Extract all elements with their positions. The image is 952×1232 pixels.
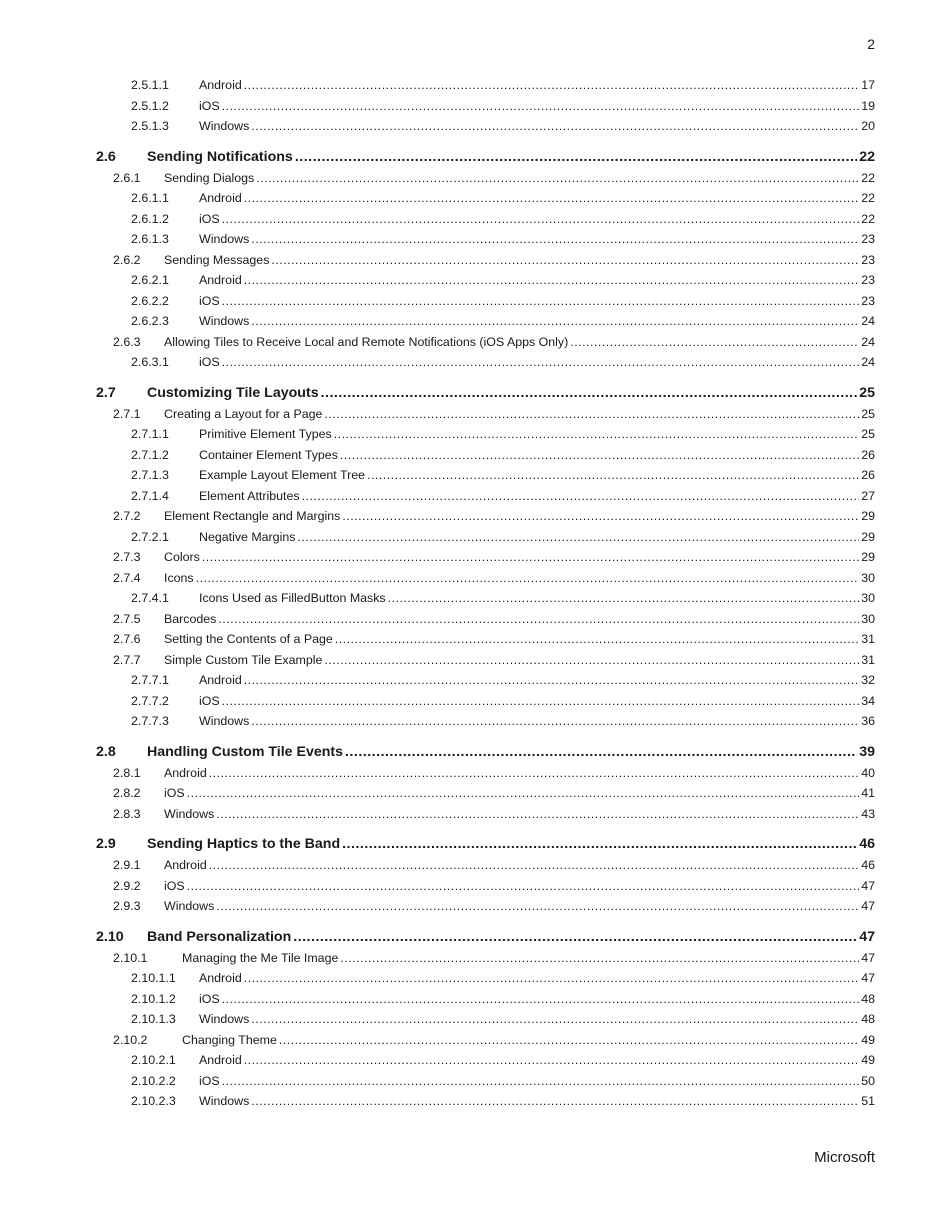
table-of-contents	[96, 75, 875, 1112]
toc-entry[interactable]	[96, 968, 875, 989]
toc-entry[interactable]	[96, 989, 875, 1010]
toc-entry-number: 2.9.3	[113, 899, 141, 913]
toc-entry-title: Sending Haptics to the Band	[147, 836, 341, 852]
toc-entry[interactable]	[96, 332, 875, 353]
toc-entry[interactable]	[96, 404, 875, 425]
toc-entry[interactable]	[96, 763, 875, 784]
dot-leader	[293, 926, 857, 948]
toc-entry-title: iOS	[199, 693, 220, 708]
dot-leader	[340, 948, 859, 969]
dot-leader	[196, 568, 860, 589]
toc-entry-page: 43	[861, 806, 875, 821]
dot-leader	[256, 168, 859, 189]
toc-entry[interactable]	[96, 352, 875, 373]
toc-entry-title: iOS	[199, 293, 220, 308]
dot-leader	[570, 332, 859, 353]
dot-leader	[244, 670, 859, 691]
dot-leader	[251, 116, 859, 137]
toc-entry-number: 2.8.1	[113, 765, 141, 780]
toc-entry-number: 2.6.1.1	[131, 191, 169, 205]
toc-entry[interactable]	[96, 291, 875, 312]
toc-entry-number: 2.7.1	[113, 406, 141, 421]
toc-entry[interactable]	[96, 588, 875, 609]
toc-entry[interactable]	[96, 116, 875, 137]
toc-entry[interactable]	[96, 650, 875, 671]
dot-leader	[342, 833, 857, 855]
toc-entry-number: 2.7.7.1	[131, 673, 169, 687]
toc-entry-number: 2.10	[96, 928, 124, 945]
toc-entry-title: Element Rectangle and Margins	[164, 509, 341, 523]
toc-entry-title: Sending Dialogs	[164, 170, 255, 185]
toc-entry-title: Android	[199, 273, 242, 287]
toc-entry[interactable]	[96, 168, 875, 189]
toc-entry-title: Windows	[199, 1012, 250, 1026]
toc-entry-number: 2.7.5	[113, 611, 141, 626]
toc-entry-number: 2.10.2.2	[131, 1073, 176, 1088]
toc-entry[interactable]	[96, 250, 875, 271]
toc-entry-title: Windows	[199, 1094, 250, 1108]
toc-entry-page: 22	[861, 191, 875, 205]
toc-entry-title: Android	[199, 971, 242, 985]
dot-leader	[251, 1009, 859, 1030]
dot-leader	[321, 382, 858, 404]
toc-entry-title: Changing Theme	[182, 1032, 277, 1047]
toc-entry-page: 25	[861, 427, 875, 441]
toc-entry[interactable]	[96, 311, 875, 332]
dot-leader	[244, 1050, 859, 1071]
toc-entry-page: 47	[861, 878, 875, 893]
toc-entry-page: 23	[861, 293, 875, 308]
dot-leader	[222, 1071, 860, 1092]
dot-leader	[297, 527, 859, 548]
toc-entry-title: Android	[164, 765, 207, 780]
dot-leader	[202, 547, 859, 568]
dot-leader	[251, 311, 859, 332]
toc-entry[interactable]	[96, 188, 875, 209]
toc-entry[interactable]	[96, 486, 875, 507]
toc-entry[interactable]	[96, 1050, 875, 1071]
toc-entry-number: 2.9	[96, 836, 116, 852]
toc-entry-title: iOS	[199, 991, 220, 1006]
toc-entry-number: 2.6	[96, 148, 116, 165]
toc-entry-title: iOS	[199, 98, 220, 113]
toc-entry-title: Negative Margins	[199, 529, 296, 544]
toc-entry-page: 24	[861, 314, 875, 328]
toc-entry-title: Barcodes	[164, 611, 217, 626]
dot-leader	[251, 711, 859, 732]
toc-entry-number: 2.6.3	[113, 334, 141, 349]
toc-entry-title: Creating a Layout for a Page	[164, 406, 323, 421]
toc-entry-page: 34	[861, 693, 875, 708]
toc-entry-number: 2.8.3	[113, 806, 141, 821]
toc-entry[interactable]	[96, 926, 875, 948]
toc-entry[interactable]	[96, 209, 875, 230]
dot-leader	[367, 465, 859, 486]
toc-entry-title: Allowing Tiles to Receive Local and Remote Notifications (iOS Apps Only)	[164, 334, 569, 349]
dot-leader	[335, 629, 859, 650]
toc-entry-number: 2.7.1.3	[131, 468, 169, 482]
toc-entry[interactable]	[96, 96, 875, 117]
toc-entry[interactable]	[96, 741, 875, 763]
toc-entry-title: Customizing Tile Layouts	[147, 384, 319, 401]
toc-entry-title: Icons	[164, 570, 194, 585]
toc-entry[interactable]	[96, 876, 875, 897]
dot-leader	[216, 804, 859, 825]
toc-entry-page: 20	[861, 119, 875, 133]
toc-entry-title: Colors	[164, 550, 200, 564]
dot-leader	[244, 75, 859, 96]
toc-entry-page: 36	[861, 714, 875, 728]
dot-leader	[222, 352, 860, 373]
toc-entry[interactable]	[96, 75, 875, 96]
toc-entry-number: 2.6.1	[113, 170, 141, 185]
toc-entry-page: 29	[861, 550, 875, 564]
dot-leader	[244, 270, 859, 291]
toc-entry[interactable]	[96, 547, 875, 568]
toc-entry-number: 2.10.1.3	[131, 1012, 176, 1026]
toc-entry-number: 2.7.7	[113, 652, 141, 667]
dot-leader	[388, 588, 860, 609]
toc-entry-title: Band Personalization	[147, 928, 292, 945]
toc-entry-page: 24	[861, 334, 875, 349]
dot-leader	[271, 250, 859, 271]
toc-entry-page: 24	[861, 355, 875, 369]
toc-entry-title: Windows	[199, 314, 250, 328]
dot-leader	[209, 855, 859, 876]
dot-leader	[279, 1030, 859, 1051]
toc-entry-title: Android	[199, 673, 242, 687]
toc-entry-page: 17	[861, 78, 875, 92]
toc-entry-page: 32	[861, 673, 875, 687]
toc-entry-page: 51	[861, 1094, 875, 1108]
toc-entry-page: 23	[861, 232, 875, 246]
toc-entry-number: 2.5.1.2	[131, 98, 169, 113]
dot-leader	[251, 1091, 859, 1112]
dot-leader	[345, 741, 857, 763]
toc-entry-number: 2.8.2	[113, 786, 141, 800]
toc-entry[interactable]	[96, 783, 875, 804]
toc-entry-title: Windows	[164, 899, 215, 913]
toc-entry[interactable]	[96, 855, 875, 876]
dot-leader	[209, 763, 859, 784]
toc-entry-page: 49	[861, 1053, 875, 1067]
dot-leader	[216, 896, 859, 917]
toc-entry-page: 25	[861, 406, 875, 421]
toc-entry-page: 47	[861, 971, 875, 985]
toc-entry-page: 47	[861, 950, 875, 965]
toc-entry-page: 31	[861, 652, 875, 667]
toc-entry[interactable]	[96, 804, 875, 825]
toc-entry[interactable]	[96, 424, 875, 445]
toc-entry-number: 2.6.3.1	[131, 355, 169, 369]
dot-leader	[187, 783, 860, 804]
dot-leader	[340, 445, 859, 466]
toc-entry-number: 2.7.7.3	[131, 714, 169, 728]
dot-leader	[187, 876, 860, 897]
toc-entry[interactable]	[96, 229, 875, 250]
toc-entry-number: 2.10.2.3	[131, 1094, 176, 1108]
toc-entry[interactable]	[96, 568, 875, 589]
dot-leader	[244, 188, 859, 209]
dot-leader	[342, 506, 859, 527]
toc-entry-title: Sending Messages	[164, 252, 270, 267]
toc-entry[interactable]	[96, 896, 875, 917]
toc-entry-page: 29	[861, 509, 875, 523]
page-number: 2	[867, 36, 875, 52]
toc-entry-title: Primitive Element Types	[199, 427, 332, 441]
toc-entry-page: 46	[861, 858, 875, 872]
toc-entry-number: 2.7	[96, 384, 116, 401]
toc-entry-number: 2.7.2.1	[131, 529, 169, 544]
toc-entry[interactable]	[96, 270, 875, 291]
toc-entry-page: 27	[861, 488, 875, 503]
toc-entry-title: Sending Notifications	[147, 148, 293, 165]
toc-entry-number: 2.10.2.1	[131, 1053, 176, 1067]
toc-entry[interactable]	[96, 1091, 875, 1112]
toc-entry-number: 2.6.1.3	[131, 232, 169, 246]
toc-entry[interactable]	[96, 948, 875, 969]
toc-entry-title: iOS	[199, 211, 220, 226]
toc-entry-number: 2.7.7.2	[131, 693, 169, 708]
toc-entry-number: 2.7.2	[113, 509, 141, 523]
toc-entry[interactable]	[96, 629, 875, 650]
toc-entry-number: 2.7.4	[113, 570, 141, 585]
toc-entry-page: 47	[859, 928, 875, 945]
toc-entry-page: 48	[861, 1012, 875, 1026]
dot-leader	[295, 146, 857, 168]
toc-entry-title: Windows	[164, 806, 215, 821]
toc-entry-page: 25	[859, 384, 875, 401]
toc-entry-page: 26	[861, 447, 875, 462]
toc-entry-page: 48	[861, 991, 875, 1006]
dot-leader	[244, 968, 859, 989]
toc-entry-number: 2.6.1.2	[131, 211, 169, 226]
toc-entry-title: Element Attributes	[199, 488, 300, 503]
toc-entry-page: 46	[859, 836, 875, 852]
toc-entry-page: 22	[859, 148, 875, 165]
toc-entry-number: 2.7.1.1	[131, 427, 169, 441]
toc-entry-number: 2.6.2.3	[131, 314, 169, 328]
toc-entry[interactable]	[96, 833, 875, 855]
toc-entry-page: 23	[861, 273, 875, 287]
dot-leader	[222, 691, 860, 712]
toc-entry-title: iOS	[199, 355, 220, 369]
toc-entry-title: Android	[199, 191, 242, 205]
toc-entry-number: 2.8	[96, 743, 116, 760]
toc-entry[interactable]	[96, 670, 875, 691]
toc-entry-title: Windows	[199, 714, 250, 728]
toc-entry-title: Android	[164, 858, 207, 872]
toc-entry-number: 2.7.1.2	[131, 447, 169, 462]
dot-leader	[251, 229, 859, 250]
toc-entry-number: 2.10.2	[113, 1032, 148, 1047]
toc-entry-title: Windows	[199, 119, 250, 133]
toc-entry-number: 2.10.1.2	[131, 991, 176, 1006]
toc-entry-title: Windows	[199, 232, 250, 246]
dot-leader	[324, 404, 859, 425]
dot-leader	[324, 650, 859, 671]
toc-entry-title: iOS	[164, 878, 185, 893]
toc-entry-title: Example Layout Element Tree	[199, 468, 365, 482]
toc-entry-title: Android	[199, 1053, 242, 1067]
toc-entry-page: 29	[861, 529, 875, 544]
toc-entry-title: Icons Used as FilledButton Masks	[199, 591, 386, 605]
toc-entry-page: 30	[861, 591, 875, 605]
toc-entry-title: Setting the Contents of a Page	[164, 632, 333, 646]
toc-entry-page: 26	[861, 468, 875, 482]
toc-entry-page: 31	[861, 632, 875, 646]
toc-entry-number: 2.6.2.1	[131, 273, 169, 287]
toc-entry-page: 50	[861, 1073, 875, 1088]
dot-leader	[222, 209, 860, 230]
toc-entry-page: 22	[861, 211, 875, 226]
toc-entry-title: Android	[199, 78, 242, 92]
toc-entry[interactable]	[96, 506, 875, 527]
toc-entry-page: 40	[861, 765, 875, 780]
toc-entry[interactable]	[96, 1009, 875, 1030]
toc-entry-number: 2.10.1	[113, 950, 148, 965]
dot-leader	[302, 486, 860, 507]
toc-entry-number: 2.10.1.1	[131, 971, 176, 985]
toc-entry[interactable]	[96, 382, 875, 404]
toc-entry-page: 23	[861, 252, 875, 267]
toc-entry-title: iOS	[164, 786, 185, 800]
toc-entry-number: 2.7.6	[113, 632, 141, 646]
toc-entry-page: 19	[861, 98, 875, 113]
toc-entry[interactable]	[96, 1030, 875, 1051]
toc-entry-page: 30	[861, 570, 875, 585]
toc-entry-page: 49	[861, 1032, 875, 1047]
toc-entry[interactable]	[96, 1071, 875, 1092]
toc-entry-number: 2.6.2.2	[131, 293, 169, 308]
toc-entry[interactable]	[96, 609, 875, 630]
toc-entry[interactable]	[96, 711, 875, 732]
toc-entry-page: 47	[861, 899, 875, 913]
toc-entry[interactable]	[96, 527, 875, 548]
toc-entry[interactable]	[96, 146, 875, 168]
dot-leader	[222, 989, 860, 1010]
dot-leader	[334, 424, 860, 445]
toc-entry-number: 2.7.3	[113, 550, 141, 564]
toc-entry-number: 2.7.1.4	[131, 488, 169, 503]
toc-entry-number: 2.5.1.1	[131, 78, 169, 92]
toc-entry-number: 2.6.2	[113, 252, 141, 267]
dot-leader	[222, 291, 860, 312]
dot-leader	[218, 609, 859, 630]
toc-entry-number: 2.9.2	[113, 878, 141, 893]
toc-entry-title: Simple Custom Tile Example	[164, 652, 323, 667]
toc-entry-title: Container Element Types	[199, 447, 338, 462]
toc-entry-page: 22	[861, 170, 875, 185]
toc-entry-page: 30	[861, 611, 875, 626]
footer-company: Microsoft	[814, 1149, 875, 1166]
toc-entry-number: 2.5.1.3	[131, 119, 169, 133]
toc-entry-title: Handling Custom Tile Events	[147, 743, 344, 760]
toc-entry-number: 2.7.4.1	[131, 591, 169, 605]
toc-entry-title: iOS	[199, 1073, 220, 1088]
toc-entry-title: Managing the Me Tile Image	[182, 950, 339, 965]
toc-entry-page: 41	[861, 786, 875, 800]
toc-entry[interactable]	[96, 445, 875, 466]
toc-entry[interactable]	[96, 465, 875, 486]
toc-entry-number: 2.9.1	[113, 858, 141, 872]
toc-entry[interactable]	[96, 691, 875, 712]
toc-entry-page: 39	[859, 743, 875, 760]
dot-leader	[222, 96, 860, 117]
